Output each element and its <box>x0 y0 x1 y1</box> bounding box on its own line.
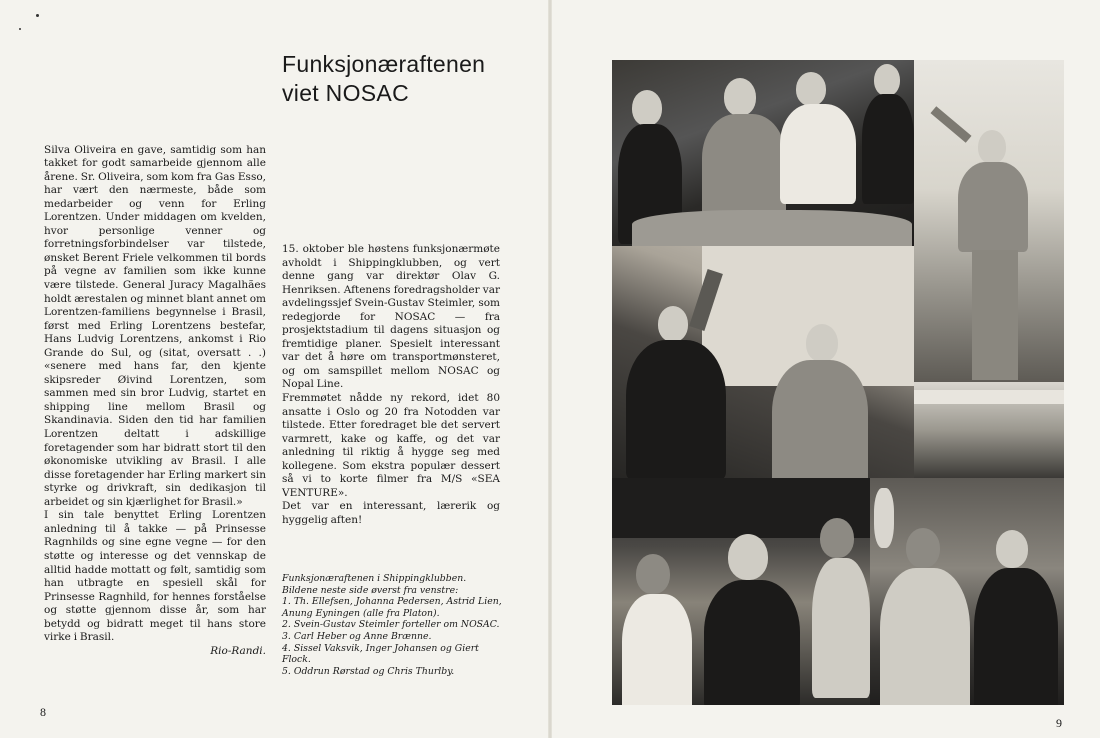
print-speck <box>36 14 39 17</box>
page-gutter <box>548 0 552 738</box>
article-title: Funksjonæraftenen viet NOSAC <box>282 51 486 106</box>
photo-2-speaker-at-board <box>914 60 1064 382</box>
photo-3-man-and-woman <box>612 246 914 478</box>
photo-4-three-women <box>612 478 870 705</box>
photo-1-group-at-table <box>612 60 914 246</box>
print-speck <box>19 28 21 30</box>
page-number-left: 8 <box>40 705 46 719</box>
left-column-text <box>44 130 266 658</box>
middle-column-text: 15. oktober ble høstens funksjonærmøte avholdt i Shippingklubben, og vert denne gang var direktør Olav G. Henriksen. Aftenens foredragsholder var avdelingssjef Svein-Gustav Steimler, som redegjorde for NOSAC — fra prosjektstadium til dagens situasjon og fremtidige planer. Spesielt interessant var det å høre om transportmønsteret, og om samspillet mellom NOSAC og Nopal Line. Fremmøtet nådde ny rekord, idet 80 ansatte i Oslo og 20 fra Notodden var tilstede. Etter foredraget ble det servert varmrett, kake og kaffe, og det var anledning til riktig å hygge seg med kollegene. Som ekstra populær dessert så vi to korte filmer fra M/S «SEA VENTURE». Det var en interessant, lærerik og hyggelig aften! <box>282 243 500 526</box>
photo-corner-interior <box>914 382 1064 478</box>
left-column-body: Silva Oliveira en gave, samtidig som han takket for godt samarbeide gjennom alle årene. Sr. Oliveira, som kom fra Gas Esso, har vært den nærmeste, både som medarbeider og venn for Erling Lorentzen. Under middagen om kvelden, hvor personlige venner og forretningsforbindelser var tilstede, ønsket Berent Friele velkommen til bords på vegne av familien som ikke kunne være tilstede. General Juracy Magalhães holdt ærestalen og minnet blant annet om Lorentzen-familiens begynnelse i Brasil, først med Erling Lorentzens bestefar, Hans Ludvig Lorentzens, ankomst i Rio Grande do Sul, og (sitat, oversatt . .) «senere med hans far, den kjente skipsreder Øivind Lorentzen, som sammen med sin bror Ludvig, startet en shipping line mellom Brasil og Skandinavia. Siden den tid har familien Lorentzen deltatt i adskillige foretagender som har bidratt stort til den økonomiske utvikling av Brasil. I alle disse foretagender har Erling markert sin styrke og drivkraft, sin dedikasjon til arbeidet og sin kjærlighet for Brasil.» I sin tale benyttet Erling Lorentzen anledning til å takke — på Prinsesse Ragnhilds og sine egne vegne — for den støtte og interesse og det vennskap de alltid hadde mottatt og følt, samtidig som han utbragte en spesiell skål for Prinsesse Ragnhild, for hennes forståelse og støtte gjennom disse år, som har betydd og bidratt meget til hans store virke i Brasil. <box>44 143 266 644</box>
photo-collage <box>612 60 1064 705</box>
author-signature: Rio-Randi. <box>210 644 266 657</box>
photo-5-woman-and-man <box>870 478 1064 705</box>
photo-caption: Funksjonæraftenen i Shippingklubben. Bildene neste side øverst fra venstre: 1. Th. Ellefsen, Johanna Pedersen, Astrid Lien, Anung Eyningen (alle fra Platon). 2. Svein-Gustav Steimler forteller om NOSAC. 3. Carl Heber og Anne Brænne. 4. Sissel Vaksvik, Inger Johansen og Giert Flock. 5. Oddrun Rørstad og Chris Thurlby. <box>282 573 502 677</box>
page-number-right: 9 <box>1056 716 1062 730</box>
